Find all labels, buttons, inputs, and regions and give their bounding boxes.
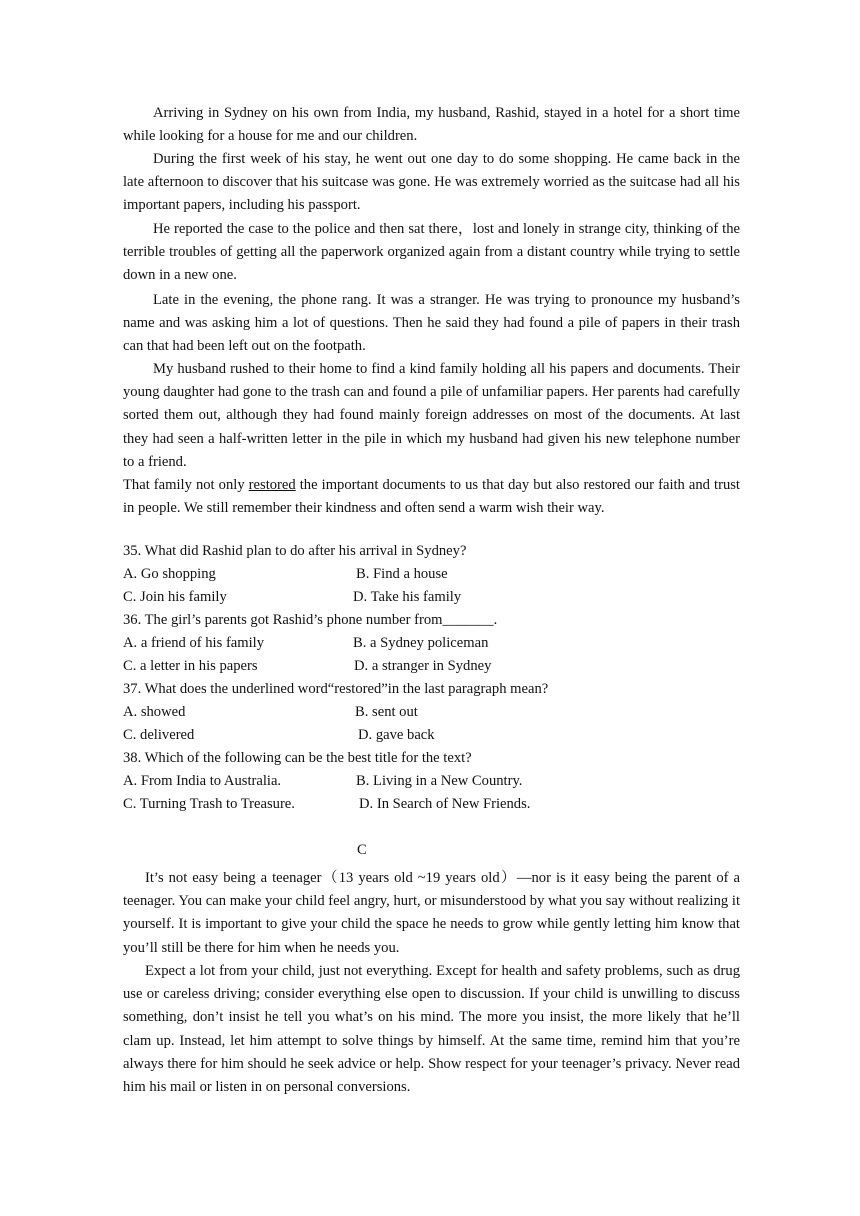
passage-b-paragraph-4: Late in the evening, the phone rang. It was a stranger. He was trying to pronounce my husband’s name and was asking him a lot of questions. Then he said they had found a pile of papers in their trash can that had been left out on the footpath.	[123, 292, 740, 355]
section-heading-c: C	[357, 842, 367, 858]
passage-b-paragraph-1: Arriving in Sydney on his own from India, my husband, Rashid, stayed in a hotel for a short time while looking for a house for me and our children.	[123, 105, 740, 145]
question-37-stem: 37. What does the underlined word“restored”in the last paragraph mean?	[123, 681, 549, 697]
passage-b-paragraph-6	[123, 474, 740, 520]
passage-c-paragraph-2: Expect a lot from your child, just not everything. Except for health and safety problems, such as drug use or careless driving; consider everything else open to discussion. If your child is unwilling to discuss something, don’t insist he tell you what’s on his mind. The more you insist, the more likely that he’ll clam up. Instead, let him attempt to solve things by himself. At the same time, remind him that you’re always there for him should he seek advice or help. Show respect for your teenager’s privacy. Never read him his mail or listen in on personal conversions.	[123, 963, 740, 1096]
question-35-option-b: B. Find a house	[356, 566, 448, 582]
question-37-option-b: B. sent out	[355, 704, 418, 720]
question-35-stem: 35. What did Rashid plan to do after his arrival in Sydney?	[123, 543, 467, 559]
question-36-option-b: B. a Sydney policeman	[353, 635, 489, 651]
question-35-option-a: A. Go shopping	[123, 566, 216, 582]
paragraph-6-end: the important documents to us that day but also restored our faith and trust in people. We still remember their kindness and often send a warm wish their way.	[123, 477, 740, 517]
passage-b-paragraph-3: He reported the case to the police and then sat there，lost and lonely in strange city, thinking of the terrible troubles of getting all the paperwork organized again from a distant country while trying to settle down in a new one.	[123, 221, 740, 284]
question-38-option-c: C. Turning Trash to Treasure.	[123, 796, 295, 812]
question-37-option-c: C. delivered	[123, 727, 195, 743]
question-36-option-c: C. a letter in his papers	[123, 658, 258, 674]
question-36-stem: 36. The girl’s parents got Rashid’s phone number from_______.	[123, 612, 498, 628]
question-36-option-a: A. a friend of his family	[123, 635, 265, 651]
question-36-option-d: D. a stranger in Sydney	[354, 658, 492, 674]
question-38-option-d: D. In Search of New Friends.	[359, 796, 531, 812]
question-37-option-a: A. showed	[123, 704, 186, 720]
paragraph-6-start: That family not only	[123, 477, 249, 493]
question-38-option-b: B. Living in a New Country.	[356, 773, 523, 789]
passage-b-paragraph-2: During the first week of his stay, he went out one day to do some shopping. He came back in the late afternoon to discover that his suitcase was gone. He was extremely worried as the suitcase had all his important papers, including his passport.	[123, 151, 740, 214]
question-35-option-c: C. Join his family	[123, 589, 227, 605]
question-37-option-d: D. gave back	[358, 727, 435, 743]
question-38-stem: 38. Which of the following can be the best title for the text?	[123, 750, 472, 766]
question-35-option-d: D. Take his family	[353, 589, 462, 605]
underlined-word-restored: restored	[248, 477, 296, 493]
question-38-option-a: A. From India to Australia.	[123, 773, 282, 789]
passage-c-paragraph-1: It’s not easy being a teenager（13 years old ~19 years old）—nor is it easy being the parent of a teenager. You can make your child feel angry, hurt, or misunderstood by what you say without realizing it yourself. It is important to give your child the space he needs to grow while gently letting him know that you’ll still be there for him when he needs you.	[123, 870, 740, 956]
passage-b-paragraph-5: My husband rushed to their home to find a kind family holding all his papers and documents. Their young daughter had gone to the trash can and found a pile of unfamiliar papers. Her parents had carefully sorted them out, although they had found mainly foreign addresses on most of the documents. At last they had seen a half-written letter in the pile in which my husband had given his new telephone number to a friend.	[123, 361, 740, 470]
